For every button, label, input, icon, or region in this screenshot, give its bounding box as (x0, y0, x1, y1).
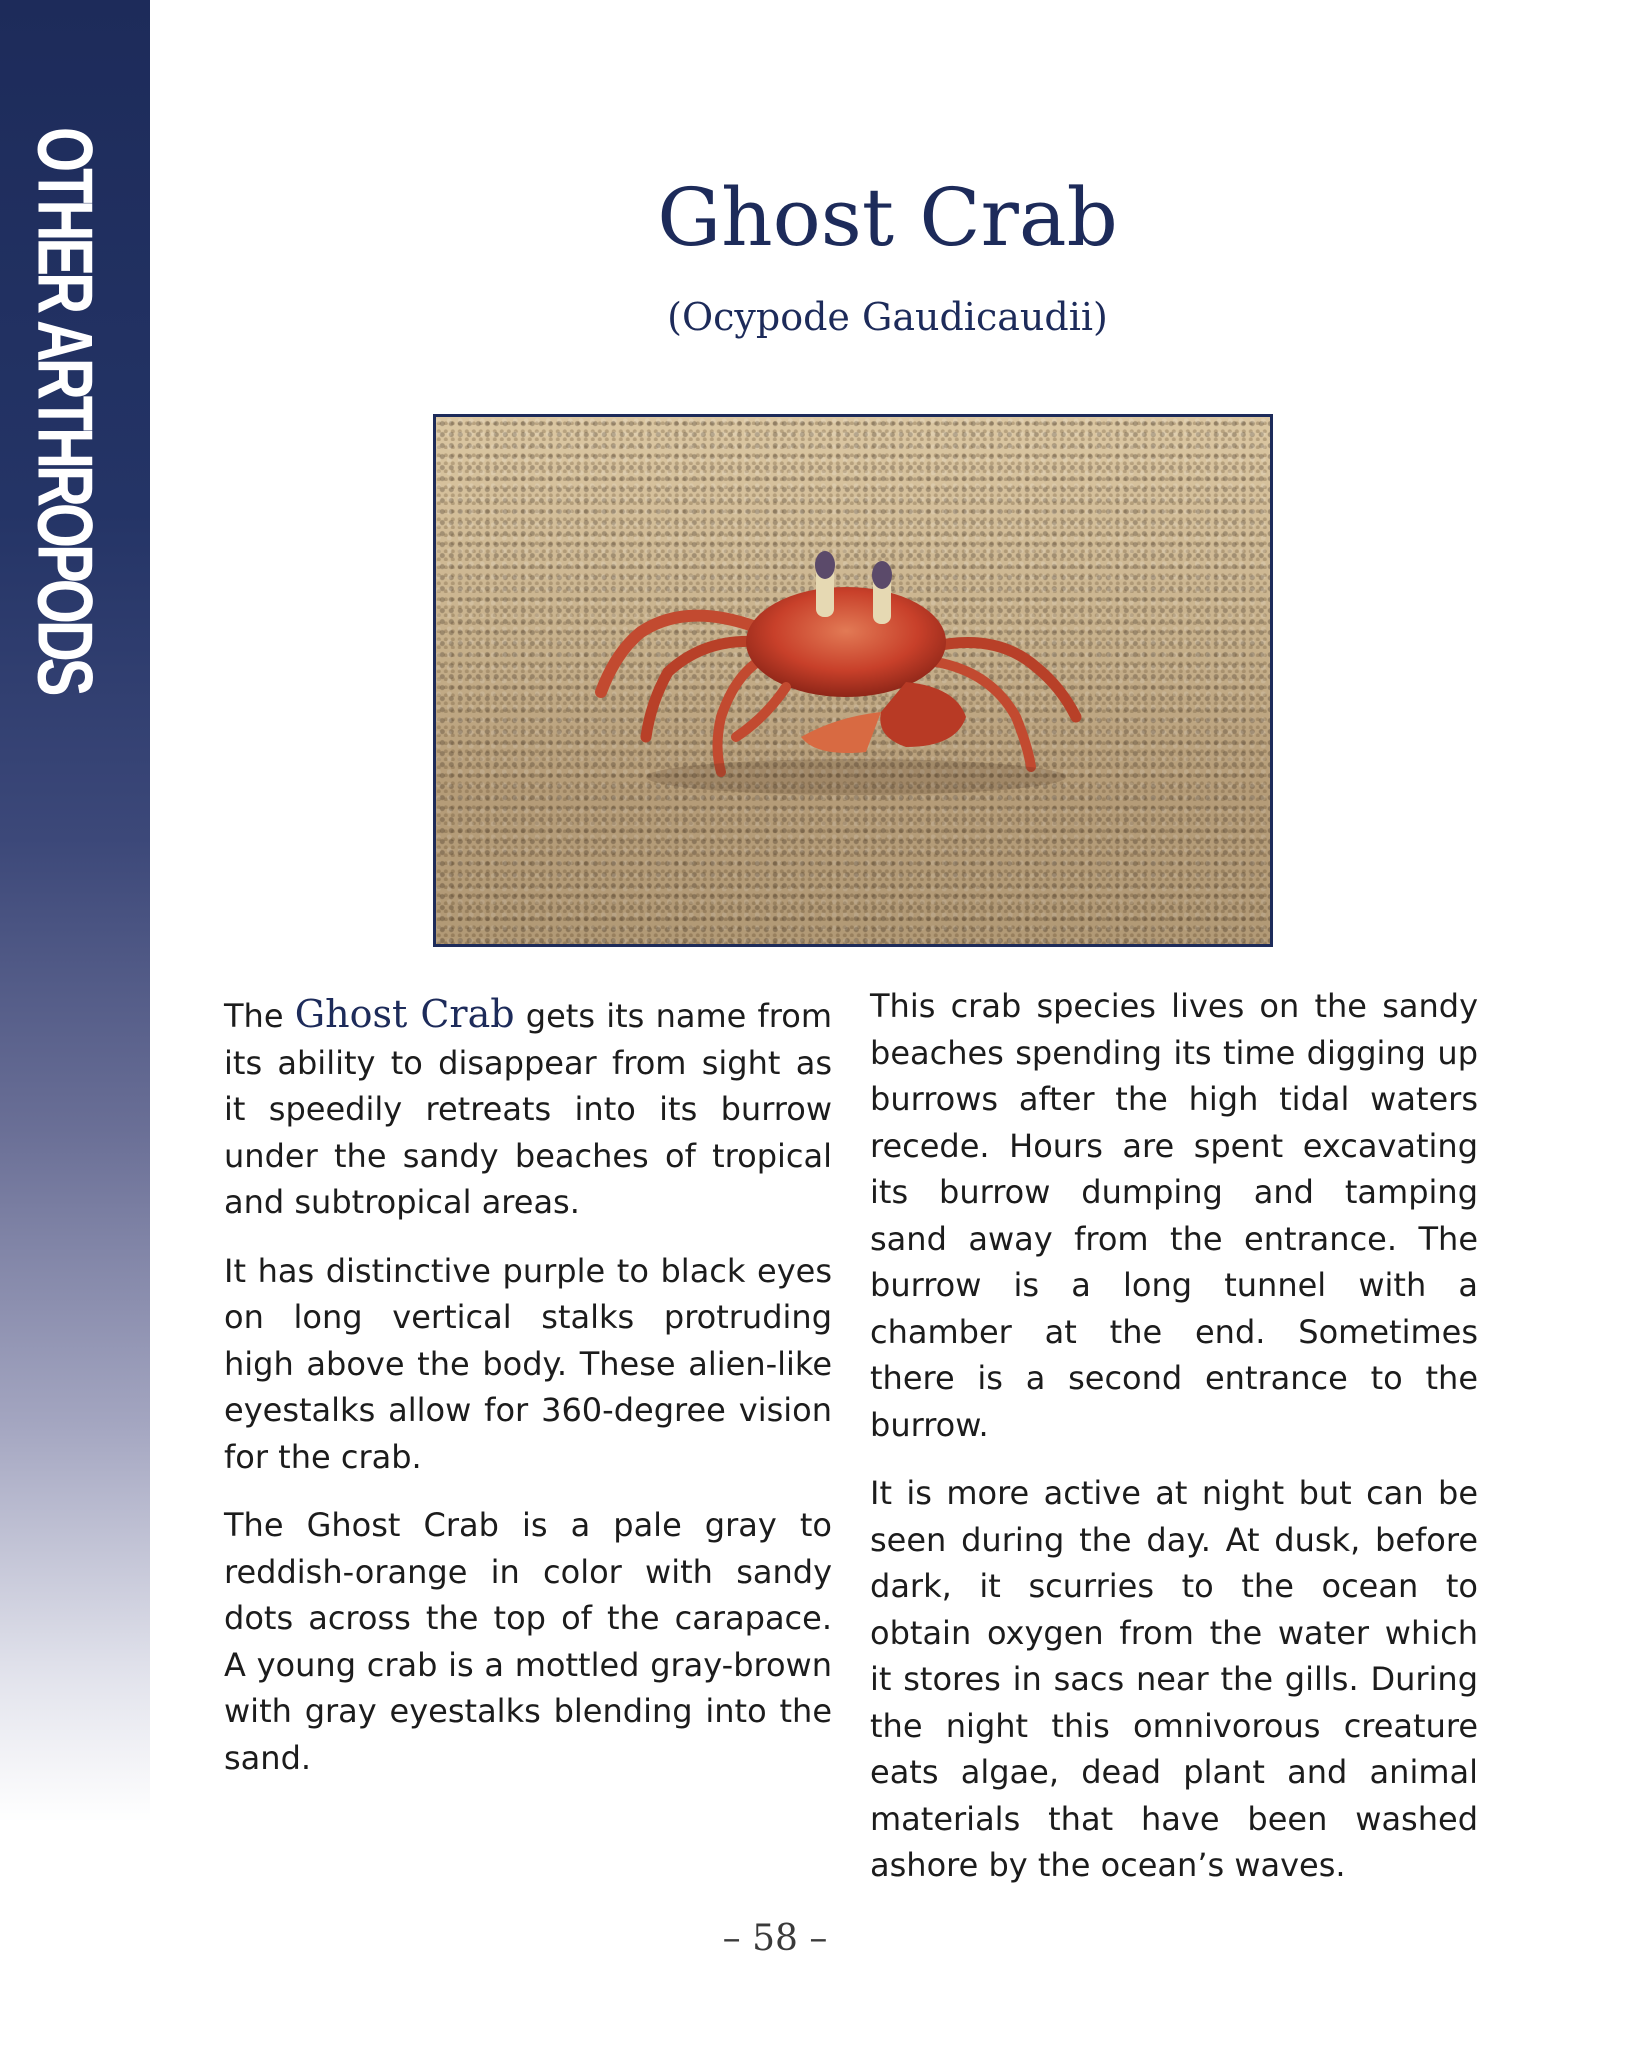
paragraph: It has distinctive purple to black eyes on long vertical stalks protruding high above the body. These alien-like eyestalks allow for 360-degree vision for the crab. (224, 1251, 832, 1476)
crab-illustration (436, 417, 1270, 944)
crab-photo (433, 414, 1273, 947)
paragraph: It is more active at night but can be seen during the day. At dusk, before dark, it scurries to the ocean to obtain oxygen from the water which it stores in sacs near the gills. During the night this omnivorous creature eats algae, dead plant and animal materials that have been washed ashore by the ocean’s waves. (870, 1474, 1478, 1884)
scientific-name: (Ocypode Gaudicaudii) (667, 295, 1108, 339)
section-tab-text: OTHER ARTHROPODS (20, 127, 109, 693)
paragraph: This crab species lives on the sandy beaches spending its time digging up burrows after the high tidal waters recede. Hours are spent excavating its burrow dumping and tamping sand away from the entrance. The burrow is a long tunnel with a chamber at the end. Sometimes there is a second entrance to the burrow. (870, 987, 1478, 1444)
highlighted-species-name: Ghost Crab (294, 992, 515, 1036)
paragraph: The Ghost Crab is a pale gray to reddish-orange in color with sandy dots across the top of the carapace. A young crab is a mottled gray-brown with gray eyestalks blending into the sand. (224, 1506, 832, 1777)
section-tab-label (20, 127, 109, 693)
section-tab (0, 0, 150, 1822)
paragraph (224, 991, 832, 1226)
paragraph-text: gets its name from its ability to disappear from sight as it speedily retreats into its burrow under the sandy beaches of tropical and subtropical areas. (224, 997, 833, 1221)
right-column (870, 983, 1478, 1911)
paragraph-text: The (224, 997, 295, 1035)
left-column (224, 991, 832, 1803)
page-number: – 58 – (722, 1918, 828, 1959)
page-title: Ghost Crab (657, 171, 1118, 264)
